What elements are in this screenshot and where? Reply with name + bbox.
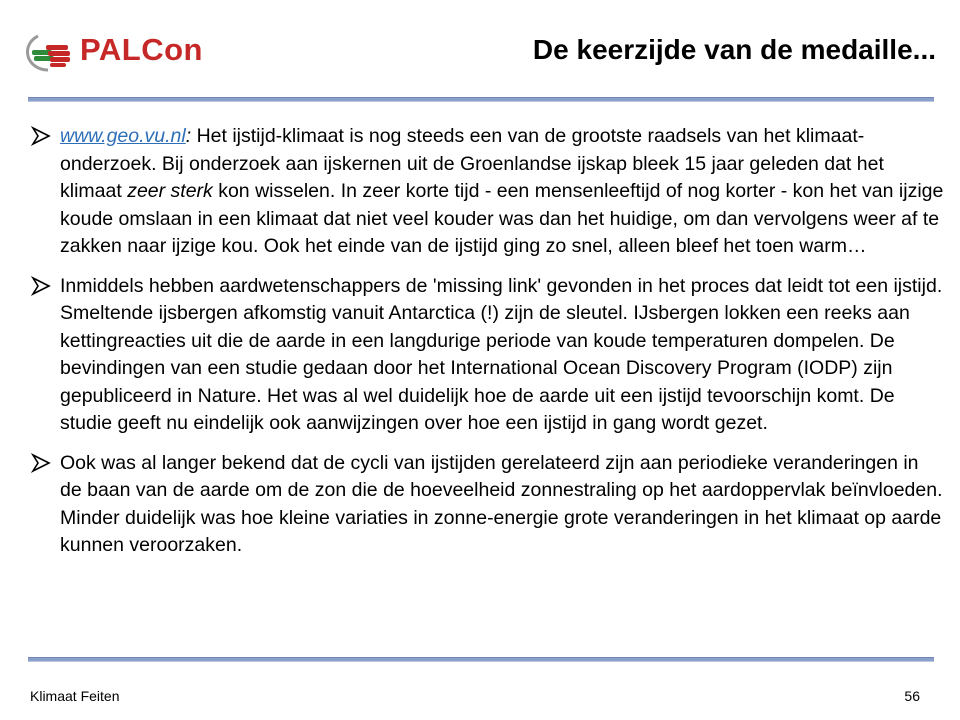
palcon-logo bbox=[24, 30, 214, 74]
emphasis-text: zeer sterk bbox=[127, 180, 213, 202]
bullet-text bbox=[60, 123, 945, 261]
page-number: 56 bbox=[904, 688, 920, 704]
link-colon: : bbox=[185, 125, 192, 147]
bottom-divider bbox=[28, 657, 934, 662]
logo-text: PALCon bbox=[80, 32, 203, 67]
arrow-bullet-icon bbox=[30, 452, 52, 474]
logo-hands-icon bbox=[24, 30, 80, 74]
slide-title: De keerzijde van de medaille... bbox=[532, 34, 936, 65]
slide-body bbox=[30, 123, 945, 572]
arrow-bullet-icon bbox=[30, 275, 52, 297]
bullet-text: Ook was al langer bekend dat de cycli van ijstijden gerelateerd zijn aan periodieke veranderingen in de baan van de aarde om de zon die de hoeveelheid zonnestraling op het aardoppervlak beïnvloeden. Minder duidelijk was hoe kleine variaties in zonne-energie grote veranderingen in het klimaat op aarde kunnen veroorzaken. bbox=[60, 451, 943, 556]
bullet-text: Inmiddels hebben aardwetenschappers de 'missing link' gevonden in het proces dat leidt tot een ijstijd. Smeltende ijsbergen afkomstig vanuit Antarctica (!) zijn de sleutel. IJsbergen lokken een reeks aan kettingreacties uit die de aarde in een langdurige periode van koude temperaturen dompelen. De bevindingen van een studie gedaan door het International Ocean Discovery Program (IODP) zijn gepubliceerd in Nature. Het was al wel duidelijk hoe de aarde uit een ijstijd tevoorschijn komt. De studie geeft nu eindelijk ook aanwijzingen over hoe een ijstijd in gang wordt gezet. bbox=[60, 274, 943, 434]
footer-label: Klimaat Feiten bbox=[30, 688, 120, 704]
top-divider bbox=[28, 97, 934, 102]
bullet-item bbox=[30, 273, 945, 438]
source-link[interactable]: www.geo.vu.nl bbox=[60, 125, 186, 147]
arrow-bullet-icon bbox=[30, 125, 52, 147]
bullet-item bbox=[30, 450, 945, 560]
bullet-item bbox=[30, 123, 945, 261]
bullet-text-part-a: Het ijstijd-klimaat is nog steeds een van de grootste raadsels van het klimaat-onderzoek. Bij onderzoek aan ijskernen uit de Groenlandse ijskap bleek 15 jaar geleden dat het klimaat bbox=[60, 125, 884, 202]
bullet-text-part-b: kon wisselen. In zeer korte tijd - een mensenleeftijd of nog korter - kon het van ijzige koude omslaan in een klimaat dat niet veel kouder was dan het huidige, om dan vervolgens weer af te zakken naar ijzige kou. Ook het einde van de ijstijd ging zo snel, alleen bleef het toen warm… bbox=[60, 180, 944, 257]
